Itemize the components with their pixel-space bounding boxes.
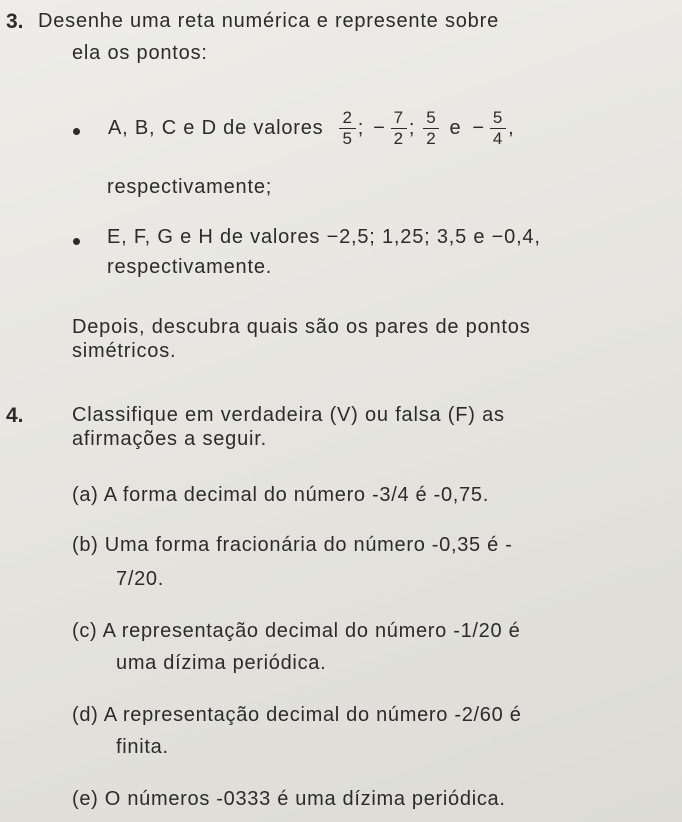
bullet-icon xyxy=(73,238,80,245)
question-4-number: 4. xyxy=(6,404,24,427)
fraction-7-2: $\frac{7}{2}$ xyxy=(391,108,407,149)
question-3-text-line2: ela os pontos: xyxy=(72,42,208,64)
fraction-2-5: $\frac{2}{5}$ xyxy=(339,108,355,149)
question-3-number: 3. xyxy=(6,10,24,33)
item-2-line1: E, F, G e H de valores −2,5; 1,25; 3,5 e −0,4, xyxy=(107,226,541,248)
option-c-line1: (c) A representação decimal do número -1/20 é xyxy=(72,620,521,642)
option-d-line2: finita. xyxy=(116,736,169,758)
fraction-5-4: $\frac{5}{4}$ xyxy=(490,108,506,149)
item-1-prefix: A, B, C e D de valores xyxy=(108,117,324,139)
item-2-line2: respectivamente. xyxy=(107,256,273,278)
question-4-text-line2: afirmações a seguir. xyxy=(72,428,267,450)
question-3-text-line1: Desenhe uma reta numérica e represente sobre xyxy=(38,10,499,32)
option-e: (e) O números -0333 é uma dízima periódica. xyxy=(72,788,506,810)
option-d-line1: (d) A representação decimal do número -2/60 é xyxy=(72,704,522,726)
option-b-line1: (b) Uma forma fracionária do número -0,35 é - xyxy=(72,534,513,556)
question-4-text-line1: Classifique em verdadeira (V) ou falsa (F) as xyxy=(72,404,505,426)
question-3-instruction-line1: Depois, descubra quais são os pares de pontos xyxy=(72,316,531,338)
option-a: (a) A forma decimal do número -3/4 é -0,75. xyxy=(72,484,489,506)
question-3-instruction-line2: simétricos. xyxy=(72,340,177,362)
bullet-icon xyxy=(73,128,80,135)
option-b-line2: 7/20. xyxy=(116,568,164,590)
item-1-values: A, B, C e D de valores $\frac{2}{5}$ ; − $\frac{7}{2}$ ; $\frac{5}{2}$ e − $\frac{5}{4}$ , xyxy=(108,108,515,148)
item-1-line2: respectivamente; xyxy=(107,176,273,198)
fraction-5-2: $\frac{5}{2}$ xyxy=(423,108,439,149)
option-c-line2: uma dízima periódica. xyxy=(116,652,327,674)
